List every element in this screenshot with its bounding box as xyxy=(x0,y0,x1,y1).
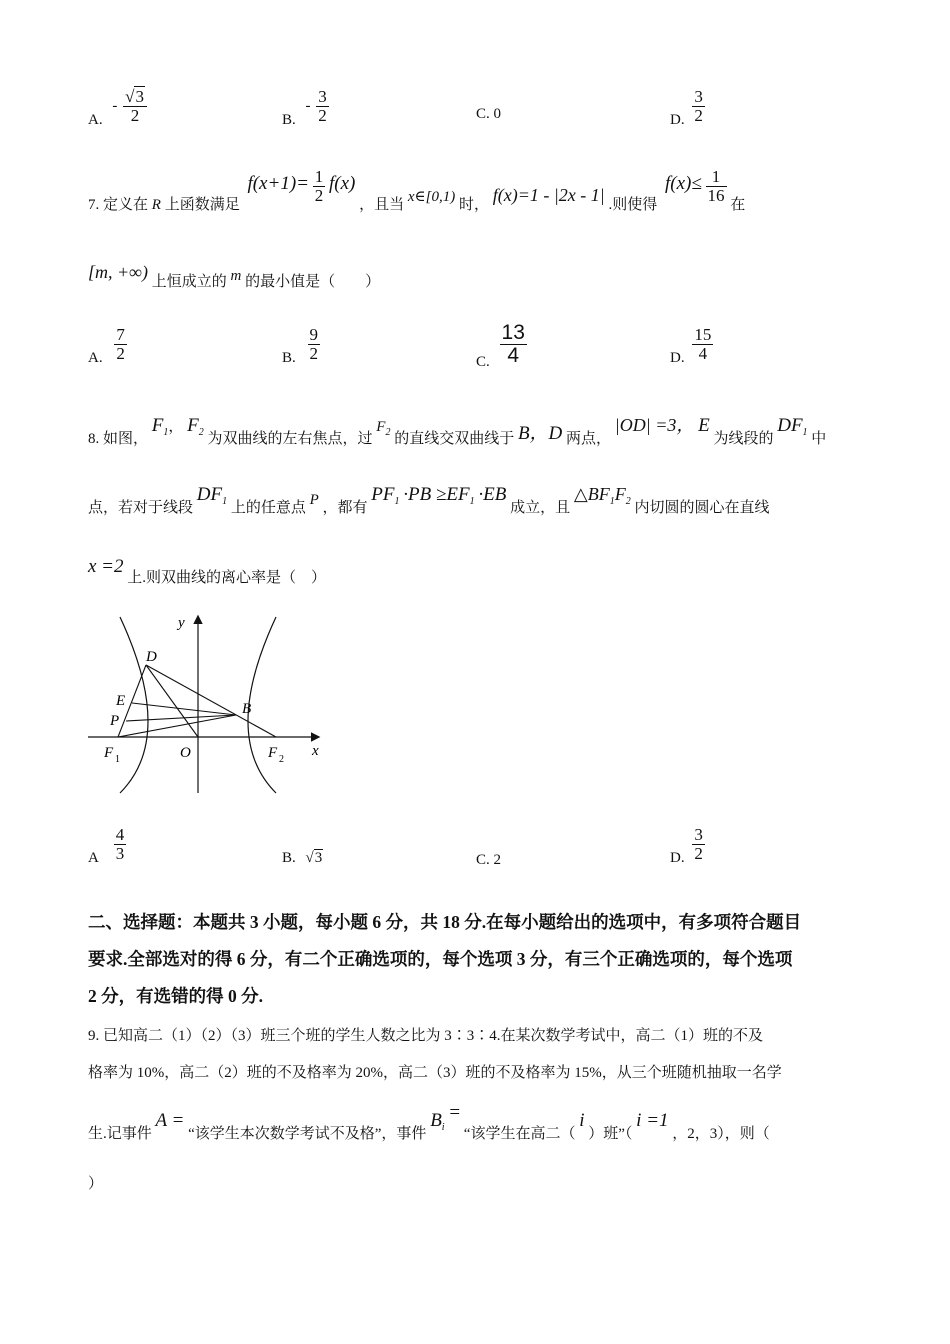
fig-label-f2-sub: 2 xyxy=(279,754,284,765)
q8-option-b: B. √3 xyxy=(282,850,323,866)
q8-stem-line1: 8. 如图， $F_1$， $F_2$ 为双曲线的左右焦点，过 $F_2$ 的直线交双曲线于 B，D 两点， |OD| =3， E 为线段的 $DF_1$ 中 xyxy=(88,415,827,447)
q7-b-fraction: $\frac{9}{2}$ xyxy=(309,325,319,363)
q8-stem-line2: 点，若对于线段 $DF_1$ 上的任意点 P ，都有 $PF_1 \cdot PB \ge EF_1 \cdot EB$ 成立，且 $\triangle BF_1F_2$ 内切圆的圆心在直线 xyxy=(88,484,770,516)
fig-label-p: P xyxy=(110,713,120,729)
fig-label-f1-sub: 1 xyxy=(115,754,120,765)
section2-line1: 二、选择题：本题共 3 小题，每小题 6 分，共 18 分.在每小题给出的选项中，有多项符合题目 xyxy=(88,912,802,932)
q8-a-fraction: $\frac{4}{3}$ xyxy=(115,825,125,863)
q6-option-c: C. 0 xyxy=(476,106,502,122)
q8-d-fraction: $\frac{3}{2}$ xyxy=(694,825,703,863)
q7-stem-line1: 7. 定义在 R 上函数满足 f(x+1)= $\frac{1}{2}$ f(x) ，且当 x∈[0,1) 时， f(x)=1 - |2x - 1| .则使得 f(x)≤ $\frac{1}{16}$ 在 xyxy=(88,167,746,213)
q9-line4: ） xyxy=(88,1176,104,1192)
q6-option-d: D. $\frac{3}{2}$ xyxy=(670,87,703,128)
section2-line2: 要求.全部选对的得 6 分，有二个正确选项的，每个选项 3 分，有三个正确选项的，每个选项 xyxy=(88,949,793,969)
q7-option-b: B. $\frac{9}{2}$ xyxy=(282,325,319,366)
q7-d-fraction: $\frac{15}{4}$ xyxy=(694,325,712,363)
fig-label-x: x xyxy=(312,743,319,759)
fig-label-y: y xyxy=(178,615,185,631)
q9-line1: 9. 已知高二（1）（2）（3）班三个班的学生人数之比为 3∶3∶4.在某次数学考试中，高二（1）班的不及 xyxy=(88,1028,764,1044)
section2-line3: 2 分，有选错的得 0 分. xyxy=(88,986,263,1006)
q7-option-d: D. $\frac{15}{4}$ xyxy=(670,325,712,366)
q9-line2: 格率为 10%，高二（2）班的不及格率为 20%，高二（3）班的不及格率为 15%，从三个班随机抽取一名学 xyxy=(88,1065,782,1081)
fig-label-o: O xyxy=(180,745,191,761)
q9-line3: 生.记事件 A = “该学生本次数学考试不及格”，事件 $B_i$ = “该学生在高二（ i ）班”（ i =1 ，2，3），则（ xyxy=(88,1102,770,1142)
q7-half-fraction: $\frac{1}{2}$ xyxy=(314,167,324,205)
q6-option-a: A. - $\frac{√3}{2}$ xyxy=(88,88,147,125)
fig-label-e: E xyxy=(116,693,126,709)
q8-stem-line3: x =2 上.则双曲线的离心率是（ ） xyxy=(88,556,327,586)
q6-option-b: B. - $\frac{3}{2}$ xyxy=(282,87,327,128)
q7-option-c: C. $\frac{13}{4}$ xyxy=(476,321,525,370)
q6-a-fraction: $\frac{√3}{2}$ xyxy=(123,88,147,125)
hyperbola-right-branch xyxy=(248,617,276,793)
q7-sixteenth-fraction: $\frac{1}{16}$ xyxy=(707,167,725,205)
q6-b-fraction: $\frac{3}{2}$ xyxy=(318,87,327,125)
q7-c-fraction: $\frac{13}{4}$ xyxy=(501,321,525,368)
fig-label-f1: F xyxy=(104,745,114,761)
q7-option-a: A. $\frac{7}{2}$ xyxy=(88,325,125,366)
fig-label-d: D xyxy=(146,649,157,665)
q8-option-d: D. $\frac{3}{2}$ xyxy=(670,825,703,866)
q8-hyperbola-figure xyxy=(80,605,340,805)
q8-b-sqrt: √3 xyxy=(305,850,323,866)
q8-option-c: C. 2 xyxy=(476,852,502,868)
q6-d-fraction: $\frac{3}{2}$ xyxy=(694,87,703,125)
fig-label-f2: F xyxy=(268,745,278,761)
fig-label-b: B xyxy=(242,701,252,717)
q7-a-fraction: $\frac{7}{2}$ xyxy=(116,325,125,363)
q8-option-a: A $\frac{4}{3}$ xyxy=(88,825,125,866)
q7-stem-line2: [m, +∞) 上恒成立的 m 的最小值是（ ） xyxy=(88,262,381,290)
